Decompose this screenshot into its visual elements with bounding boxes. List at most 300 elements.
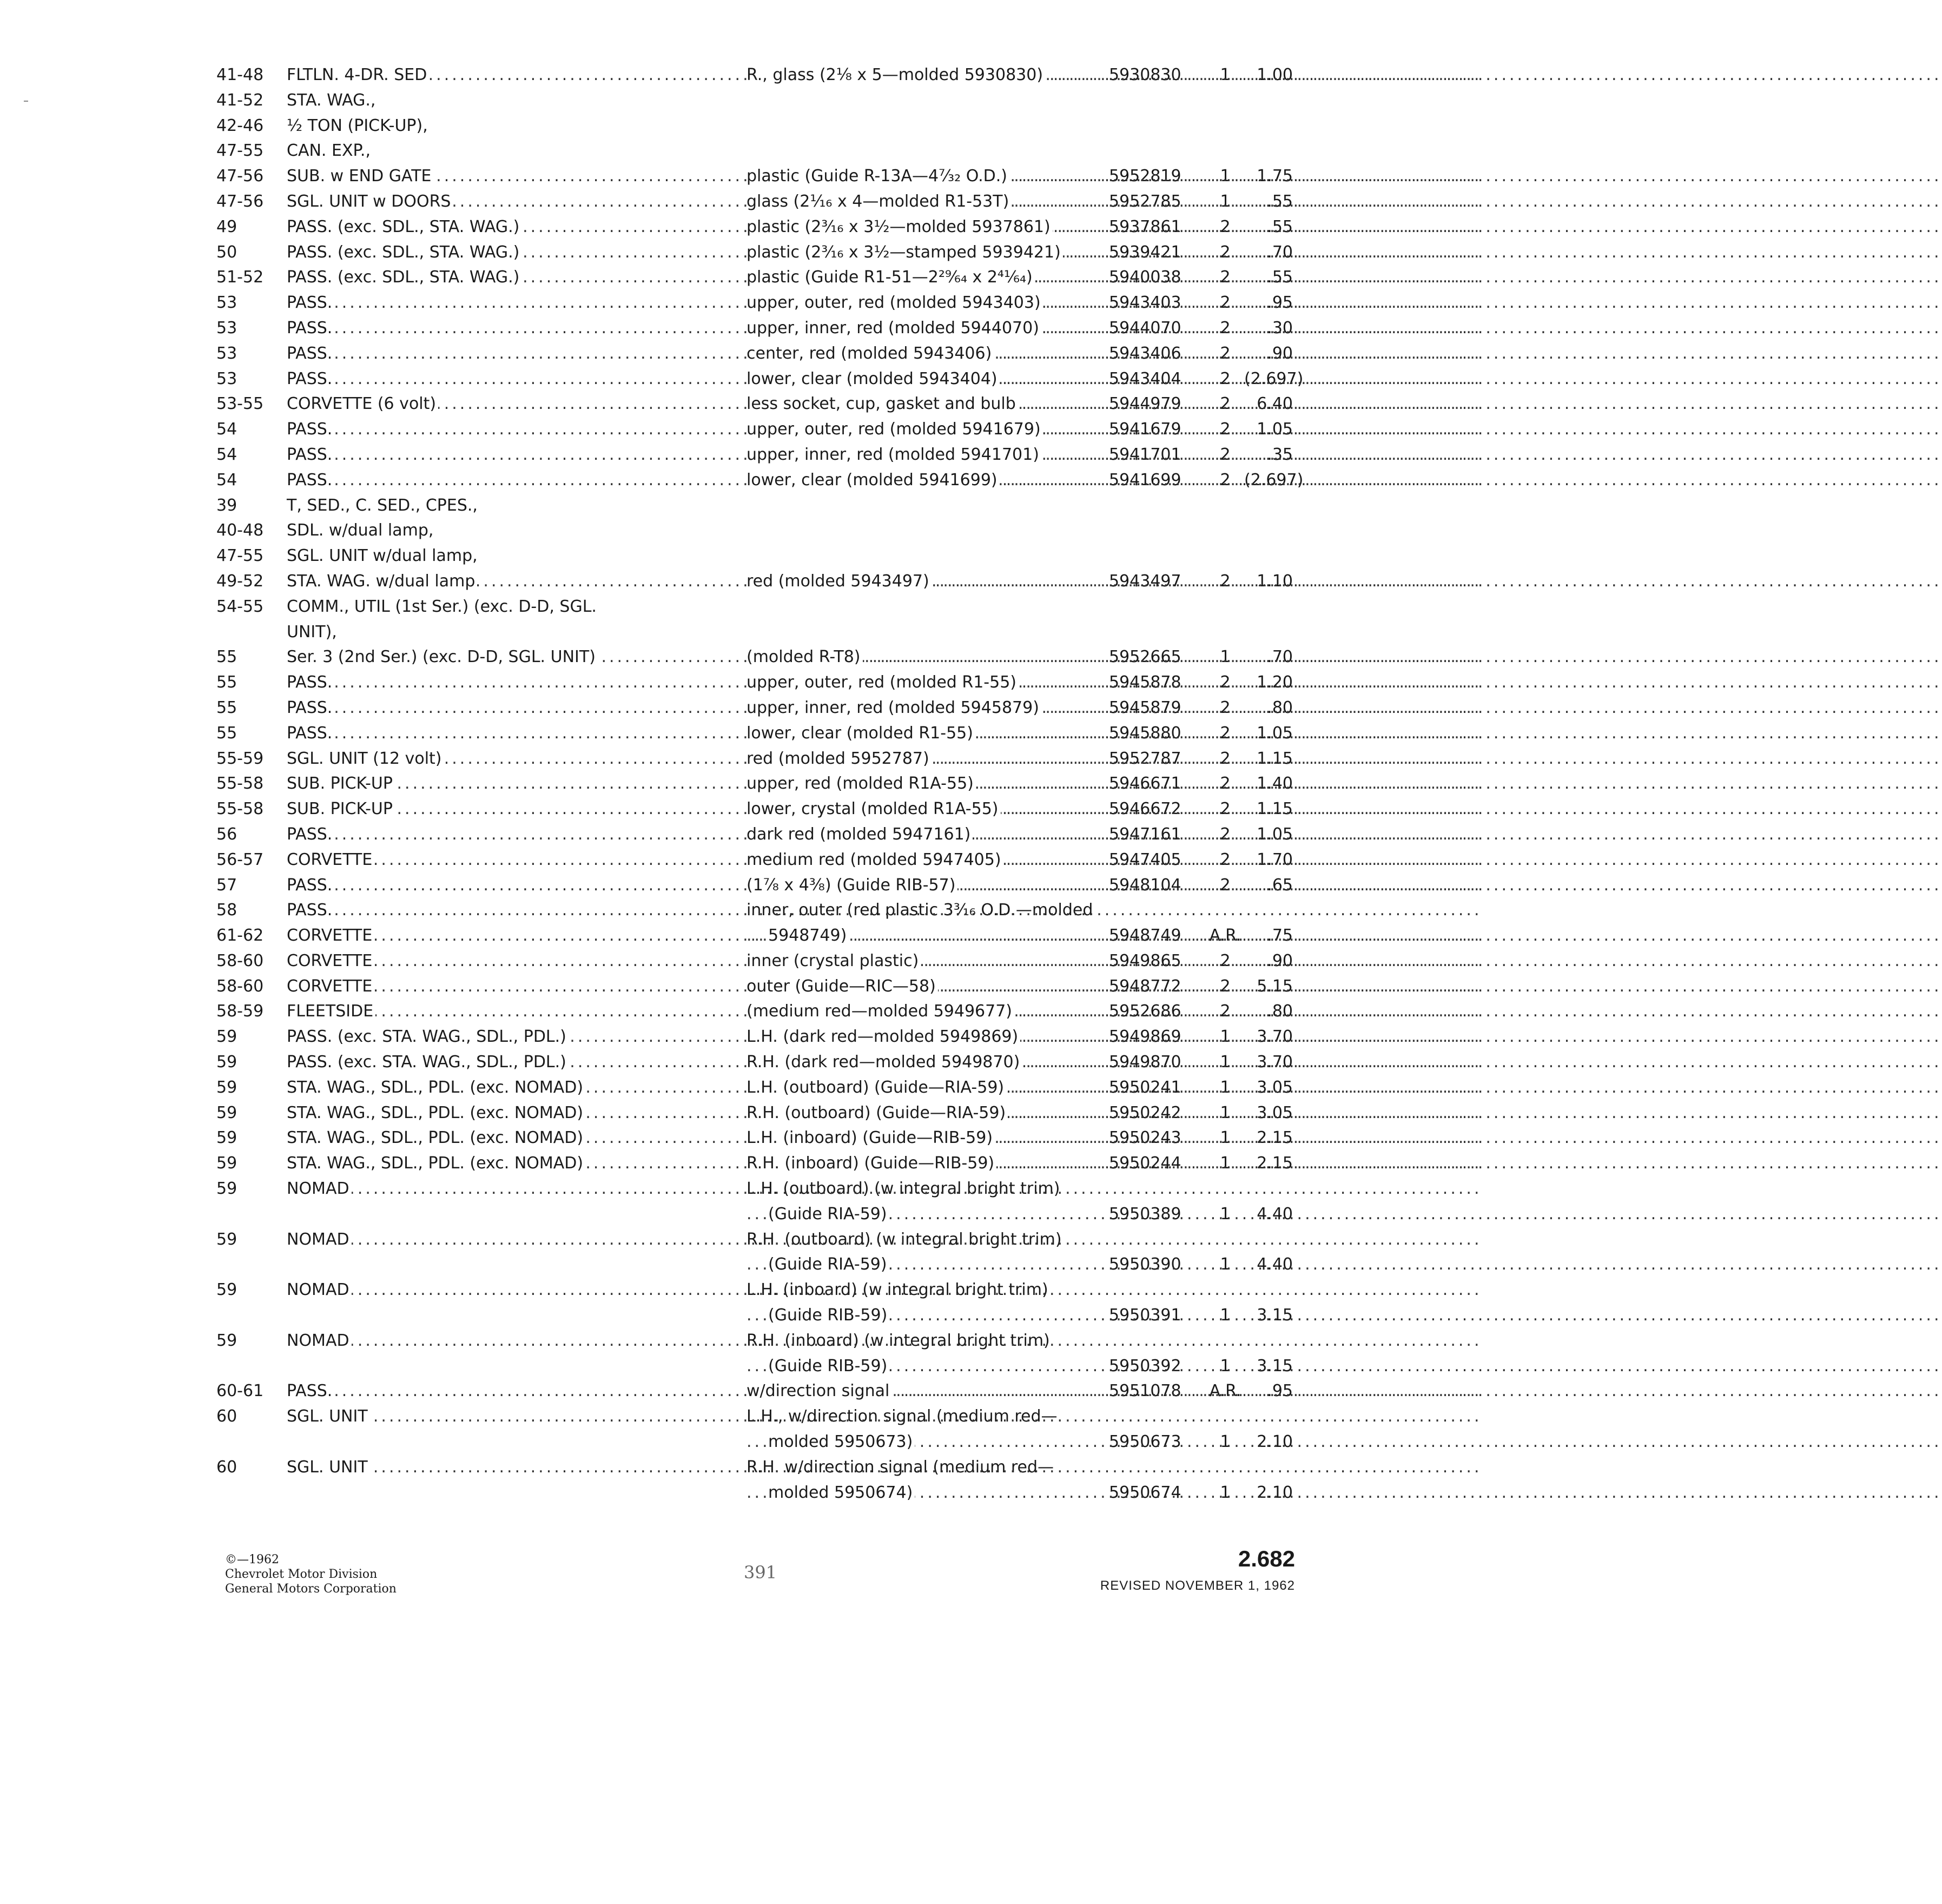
description-cell — [747, 240, 1098, 266]
table-row — [216, 341, 1293, 367]
table-row — [216, 189, 1293, 215]
price-cell — [1244, 138, 1293, 164]
part-number-cell: 5950392 — [1109, 1356, 1181, 1376]
price-cell: 4.40 — [1257, 1204, 1293, 1224]
year-cell: 47-56 — [216, 191, 264, 211]
price-cell: .95 — [1267, 1381, 1293, 1401]
quantity-cell: 2 — [1220, 217, 1231, 236]
model-cell: COMM., UTIL (1st Ser.) (exc. D-D, SGL. — [287, 597, 597, 616]
quantity-cell: 2 — [1220, 293, 1231, 313]
description-cell — [747, 797, 1098, 822]
spacer-cell — [682, 493, 747, 519]
description-cell-text: plastic (2³⁄₁₆ x 3½—stamped 5939421) — [747, 243, 1063, 262]
price-cell: .30 — [1267, 318, 1293, 338]
price-cell: .90 — [1267, 951, 1293, 970]
description-cell — [747, 873, 1098, 898]
year-cell: 55 — [216, 647, 237, 667]
quantity-cell: 2 — [1220, 774, 1231, 794]
year-cell: 53 — [216, 293, 237, 313]
price-cell: 3.15 — [1257, 1306, 1293, 1325]
quantity-cell: 1 — [1220, 1483, 1231, 1502]
part-number-cell: 5950241 — [1109, 1077, 1181, 1097]
part-number-cell: 5930830 — [1109, 65, 1181, 84]
corporation: General Motors Corporation — [225, 1582, 397, 1596]
table-row — [216, 797, 1293, 822]
part-number-cell — [1098, 594, 1206, 620]
year-cell: 54-55 — [216, 597, 264, 616]
part-number-cell: 5952665 — [1109, 647, 1181, 667]
price-cell: 2.15 — [1257, 1128, 1293, 1148]
description-cell — [747, 518, 1098, 544]
part-number-cell: 5950242 — [1109, 1103, 1181, 1122]
price-cell: 2.10 — [1257, 1432, 1293, 1452]
description-cell-text: 5948749) — [768, 926, 849, 945]
table-row — [216, 392, 1293, 417]
price-cell: .70 — [1267, 647, 1293, 667]
quantity-cell: 1 — [1220, 191, 1231, 211]
part-number-cell: 5943497 — [1109, 571, 1181, 591]
description-cell-text: lower, clear (molded 5941699) — [747, 471, 1000, 490]
scan-mark — [24, 101, 28, 102]
model-cell — [287, 1024, 682, 1050]
part-number-cell — [1098, 493, 1206, 519]
year-cell: 54 — [216, 445, 237, 464]
table-row — [216, 367, 1293, 392]
price-cell: .70 — [1267, 242, 1293, 262]
model-cell: UNIT), — [287, 622, 337, 642]
year-cell: 59 — [216, 1331, 237, 1350]
part-number-cell — [1098, 544, 1206, 569]
description-cell-text: w/direction signal — [747, 1381, 891, 1400]
model-cell — [287, 974, 682, 1000]
description-cell-text: R., glass (2⅛ x 5—molded 5930830) — [747, 65, 1045, 84]
price-cell: 1.20 — [1257, 673, 1293, 692]
part-number-cell — [1098, 88, 1206, 114]
table-row — [216, 974, 1293, 1000]
description-cell — [747, 1252, 1098, 1278]
year-cell: 49-52 — [216, 571, 264, 591]
part-number-cell: 5950243 — [1109, 1128, 1181, 1148]
description-cell-text: medium red (molded 5947405) — [747, 850, 1003, 869]
model-cell-text: SGL. UNIT — [287, 1407, 370, 1426]
model-cell — [287, 290, 682, 316]
table-row — [216, 1379, 1293, 1404]
table-row — [216, 63, 1293, 88]
part-number-cell: 5943404 — [1109, 369, 1181, 388]
year-cell — [216, 620, 287, 645]
description-cell — [747, 215, 1098, 240]
description-cell — [747, 468, 1098, 493]
year-cell: 61-62 — [216, 926, 264, 946]
table-row — [216, 1303, 1293, 1328]
description-cell-text: L.H. (outboard) (Guide—RIA-59) — [747, 1078, 1006, 1097]
quantity-cell: 2 — [1220, 268, 1231, 287]
year-cell: 59 — [216, 1077, 237, 1097]
quantity-cell: 2 — [1220, 799, 1231, 819]
quantity-cell — [1206, 594, 1244, 620]
description-cell — [747, 114, 1098, 139]
model-cell-text: SUB. w END GATE — [287, 167, 433, 186]
table-row — [216, 1126, 1293, 1151]
part-number-cell: 5945879 — [1109, 698, 1181, 717]
part-number-cell: 5947405 — [1109, 850, 1181, 869]
year-cell: 40-48 — [216, 521, 264, 540]
table-row — [216, 1404, 1293, 1430]
model-cell — [287, 645, 682, 670]
model-cell — [287, 316, 682, 341]
part-number-cell: 5943406 — [1109, 343, 1181, 363]
year-cell: 54 — [216, 470, 237, 490]
description-cell-text: (medium red—molded 5949677) — [747, 1002, 1014, 1021]
part-number-cell — [1098, 114, 1206, 139]
table-row — [216, 417, 1293, 442]
model-cell-text: SGL. UNIT (12 volt) — [287, 749, 444, 768]
table-row — [216, 215, 1293, 240]
model-cell — [287, 1328, 682, 1354]
description-cell — [747, 1075, 1098, 1101]
table-row — [216, 493, 1293, 519]
description-cell — [747, 367, 1098, 392]
model-cell-text: PASS. — [287, 1381, 334, 1400]
model-cell-text: PASS. (exc. STA. WAG., SDL., PDL.) — [287, 1027, 569, 1046]
model-cell-text: NOMAD — [287, 1331, 352, 1350]
quantity-cell: 2 — [1220, 976, 1231, 996]
model-cell — [287, 923, 682, 949]
table-row — [216, 1252, 1293, 1278]
part-number-cell: 5948749 — [1109, 926, 1181, 946]
year-cell: 53 — [216, 318, 237, 338]
year-cell: 59 — [216, 1053, 237, 1072]
page-number: 391 — [744, 1562, 777, 1583]
price-cell: 3.70 — [1257, 1027, 1293, 1047]
description-cell — [747, 164, 1098, 189]
model-cell — [287, 240, 682, 266]
quantity-cell: 2 — [1220, 723, 1231, 743]
part-number-cell: 5943403 — [1109, 293, 1181, 313]
part-number-cell: 5950674 — [1109, 1483, 1181, 1502]
year-cell: 51-52 — [216, 268, 264, 287]
year-cell: 49 — [216, 217, 237, 236]
year-cell: 60 — [216, 1407, 237, 1426]
description-cell — [747, 1430, 1098, 1455]
year-cell: 56-57 — [216, 850, 264, 869]
table-row — [216, 544, 1293, 569]
description-cell-text: (Guide RIA-59) — [768, 1205, 889, 1224]
description-cell-text: (Guide RIB-59) — [768, 1357, 889, 1376]
table-row — [216, 923, 1293, 949]
description-cell — [747, 771, 1098, 797]
model-cell — [287, 442, 682, 468]
description-cell — [747, 923, 1098, 949]
model-cell-text: PASS. — [287, 369, 334, 388]
description-cell-text: upper, red (molded R1A-55) — [747, 774, 976, 793]
part-number-cell: 5950391 — [1109, 1306, 1181, 1325]
quantity-cell: 1 — [1220, 1204, 1231, 1224]
description-cell-text: lower, clear (molded R1-55) — [747, 724, 975, 743]
part-number-cell: 5949869 — [1109, 1027, 1181, 1047]
year-cell: 59 — [216, 1128, 237, 1148]
description-cell — [747, 316, 1098, 341]
description-cell — [747, 1151, 1098, 1176]
quantity-cell: A.R. — [1209, 926, 1241, 946]
table-row — [216, 1328, 1293, 1354]
model-cell: CAN. EXP., — [287, 141, 371, 161]
table-row — [216, 569, 1293, 594]
description-cell — [747, 721, 1098, 746]
model-cell-text: CORVETTE (6 volt) — [287, 394, 438, 413]
description-cell — [747, 974, 1098, 1000]
year-cell: 58-60 — [216, 951, 264, 970]
model-cell — [287, 1101, 682, 1126]
model-cell-text: NOMAD — [287, 1179, 352, 1198]
model-cell — [287, 696, 682, 721]
model-cell-text: PASS. — [287, 445, 334, 464]
year-cell: 55-58 — [216, 799, 264, 819]
model-cell-text: PASS. — [287, 673, 334, 692]
part-number-cell: 5946672 — [1109, 799, 1181, 819]
spacer-cell — [682, 544, 747, 569]
part-number-cell: 5937861 — [1109, 217, 1181, 236]
model-cell: SDL. w/dual lamp, — [287, 521, 434, 540]
model-cell — [287, 1252, 682, 1278]
model-cell — [287, 1126, 682, 1151]
model-cell — [287, 1202, 682, 1227]
group-number: 2.682 — [1238, 1546, 1295, 1571]
description-cell — [747, 392, 1098, 417]
model-cell-text: PASS. — [287, 471, 334, 490]
description-cell — [747, 848, 1098, 873]
model-cell: T, SED., C. SED., CPES., — [287, 495, 478, 515]
year-cell — [216, 1202, 287, 1227]
model-cell — [287, 797, 682, 822]
description-cell — [747, 1101, 1098, 1126]
price-cell: 1.70 — [1257, 850, 1293, 869]
table-row — [216, 1050, 1293, 1075]
table-row — [216, 1024, 1293, 1050]
model-cell-text: CORVETTE — [287, 850, 374, 869]
price-cell: 2.10 — [1257, 1483, 1293, 1502]
description-cell — [747, 1379, 1098, 1404]
year-cell: 53-55 — [216, 394, 264, 414]
quantity-cell: 2 — [1220, 394, 1231, 414]
description-cell: R.H. (inboard) (w integral bright trim) — [747, 1331, 1050, 1350]
year-cell: 60-61 — [216, 1381, 264, 1401]
year-cell — [216, 1430, 287, 1455]
part-number-cell: 5945878 — [1109, 673, 1181, 692]
part-number-cell: 5944979 — [1109, 394, 1181, 414]
quantity-cell: 1 — [1220, 1027, 1231, 1047]
spacer-cell — [682, 594, 747, 620]
model-cell — [287, 367, 682, 392]
price-cell: 1.75 — [1257, 167, 1293, 186]
spacer-cell — [682, 1480, 747, 1506]
description-cell-text: upper, inner, red (molded 5945879) — [747, 698, 1041, 717]
quantity-cell: 1 — [1220, 1356, 1231, 1376]
year-cell: 53 — [216, 343, 237, 363]
year-cell — [216, 1354, 287, 1379]
model-cell-text: SGL. UNIT — [287, 1458, 370, 1477]
table-row — [216, 721, 1293, 746]
price-cell: 4.40 — [1257, 1255, 1293, 1274]
table-row — [216, 442, 1293, 468]
quantity-cell: 2 — [1220, 571, 1231, 591]
description-cell: L.H. (outboard) (w integral bright trim) — [747, 1179, 1060, 1199]
description-cell-text: (molded R-T8) — [747, 647, 863, 666]
spacer-cell — [682, 138, 747, 164]
price-cell: 6.40 — [1257, 394, 1293, 414]
table-row — [216, 1151, 1293, 1176]
table-row — [216, 949, 1293, 974]
quantity-cell: 2 — [1220, 1002, 1231, 1021]
quantity-cell: 2 — [1220, 318, 1231, 338]
copyright-block — [225, 1552, 397, 1596]
spacer-cell — [682, 1202, 747, 1227]
description-cell — [747, 493, 1098, 519]
model-cell: STA. WAG., — [287, 90, 376, 110]
part-number-cell: 5947161 — [1109, 824, 1181, 844]
price-cell — [1244, 88, 1293, 114]
table-row — [216, 999, 1293, 1024]
spacer-cell — [682, 1430, 747, 1455]
model-cell — [287, 873, 682, 898]
description-cell — [747, 999, 1098, 1024]
part-number-cell: 5952686 — [1109, 1002, 1181, 1021]
year-cell: 56 — [216, 824, 237, 844]
model-cell — [287, 1151, 682, 1176]
description-cell-text: dark red (molded 5947161) — [747, 825, 973, 844]
model-cell: ½ TON (PICK-UP), — [287, 116, 428, 135]
year-cell: 57 — [216, 875, 237, 895]
description-cell-text: L.H. (dark red—molded 5949869) — [747, 1027, 1020, 1046]
year-cell: 47-56 — [216, 167, 264, 186]
quantity-cell: 2 — [1220, 698, 1231, 717]
description-cell — [747, 569, 1098, 594]
model-cell-text: CORVETTE — [287, 977, 374, 996]
model-cell-text: PASS. — [287, 293, 334, 312]
description-cell — [747, 88, 1098, 114]
model-cell-text: STA. WAG., SDL., PDL. (exc. NOMAD) — [287, 1078, 585, 1097]
model-cell-text: PASS. (exc. SDL., STA. WAG.) — [287, 243, 521, 262]
spacer-cell — [682, 518, 747, 544]
part-number-cell: 5952785 — [1109, 191, 1181, 211]
price-cell: 3.15 — [1257, 1356, 1293, 1376]
price-cell: .55 — [1267, 191, 1293, 211]
model-cell — [287, 771, 682, 797]
price-cell: (2.697) — [1244, 470, 1304, 490]
price-cell: .80 — [1267, 698, 1293, 717]
quantity-cell: 2 — [1220, 420, 1231, 439]
part-number-cell — [1098, 138, 1206, 164]
description-cell-text: upper, inner, red (molded 5944070) — [747, 319, 1041, 338]
part-number-cell: 5940038 — [1109, 268, 1181, 287]
description-cell-text: upper, outer, red (molded 5943403) — [747, 293, 1043, 312]
model-cell — [287, 63, 682, 88]
table-row — [216, 848, 1293, 873]
table-row — [216, 164, 1293, 189]
price-cell: .75 — [1267, 926, 1293, 946]
table-row — [216, 316, 1293, 341]
description-cell — [747, 620, 1098, 645]
year-cell: 55 — [216, 723, 237, 743]
description-cell-text: upper, inner, red (molded 5941701) — [747, 445, 1041, 464]
part-number-cell: 5945880 — [1109, 723, 1181, 743]
price-cell: 1.05 — [1257, 723, 1293, 743]
year-cell: 42-46 — [216, 116, 264, 135]
price-cell: 1.00 — [1257, 65, 1293, 84]
description-cell — [747, 1303, 1098, 1328]
price-cell — [1244, 493, 1293, 519]
model-cell-text: PASS. (exc. STA. WAG., SDL., PDL.) — [287, 1053, 569, 1072]
description-cell — [747, 1050, 1098, 1075]
revised-date: REVISED NOVEMBER 1, 1962 — [1100, 1578, 1295, 1593]
description-cell-text: center, red (molded 5943406) — [747, 344, 994, 363]
price-cell: 1.05 — [1257, 420, 1293, 439]
table-row — [216, 1354, 1293, 1379]
quantity-cell: 1 — [1220, 1255, 1231, 1274]
quantity-cell: 1 — [1220, 1306, 1231, 1325]
spacer-cell — [682, 114, 747, 139]
model-cell — [287, 1455, 682, 1480]
division: Chevrolet Motor Division — [225, 1568, 378, 1581]
price-cell: 1.05 — [1257, 824, 1293, 844]
quantity-cell — [1206, 518, 1244, 544]
model-cell — [287, 417, 682, 442]
model-cell — [287, 468, 682, 493]
table-row — [216, 746, 1293, 772]
year-cell: 55-58 — [216, 774, 264, 794]
model-cell — [287, 1075, 682, 1101]
model-cell-text: FLTLN. 4-DR. SED — [287, 65, 429, 84]
model-cell — [287, 164, 682, 189]
description-cell — [747, 290, 1098, 316]
year-cell: 58-59 — [216, 1002, 264, 1021]
description-cell-text: glass (2¹⁄₁₆ x 4—molded R1-53T) — [747, 192, 1011, 211]
model-cell — [287, 215, 682, 240]
quantity-cell: 1 — [1220, 1103, 1231, 1122]
price-cell — [1244, 114, 1293, 139]
price-cell: 3.05 — [1257, 1077, 1293, 1097]
price-cell: 1.40 — [1257, 774, 1293, 794]
table-row — [216, 138, 1293, 164]
table-row — [216, 265, 1293, 290]
model-cell — [287, 670, 682, 696]
description-cell-text: R.H. (dark red—molded 5949870) — [747, 1053, 1022, 1072]
description-cell-text: molded 5950673) — [768, 1432, 915, 1451]
part-number-cell: 5941699 — [1109, 470, 1181, 490]
year-cell: 59 — [216, 1229, 237, 1249]
model-cell: SGL. UNIT w/dual lamp, — [287, 546, 478, 566]
description-cell-text: lower, crystal (molded R1A-55) — [747, 799, 1001, 818]
description-cell-text: (1⅞ x 4⅜) (Guide RIB-57) — [747, 876, 957, 895]
description-cell — [747, 594, 1098, 620]
part-number-cell — [1098, 620, 1206, 645]
quantity-cell — [1206, 493, 1244, 519]
price-cell: .65 — [1267, 875, 1293, 895]
description-cell-text: upper, outer, red (molded 5941679) — [747, 420, 1043, 439]
price-cell — [1244, 518, 1293, 544]
description-cell-text: upper, outer, red (molded R1-55) — [747, 673, 1019, 692]
price-cell: 3.05 — [1257, 1103, 1293, 1122]
table-row — [216, 114, 1293, 139]
model-cell-text: PASS. — [287, 901, 334, 920]
description-cell — [747, 949, 1098, 974]
price-cell: .55 — [1267, 268, 1293, 287]
description-cell — [747, 1202, 1098, 1227]
description-cell — [747, 189, 1098, 215]
table-row — [216, 771, 1293, 797]
table-row — [216, 1101, 1293, 1126]
price-cell: .55 — [1267, 217, 1293, 236]
